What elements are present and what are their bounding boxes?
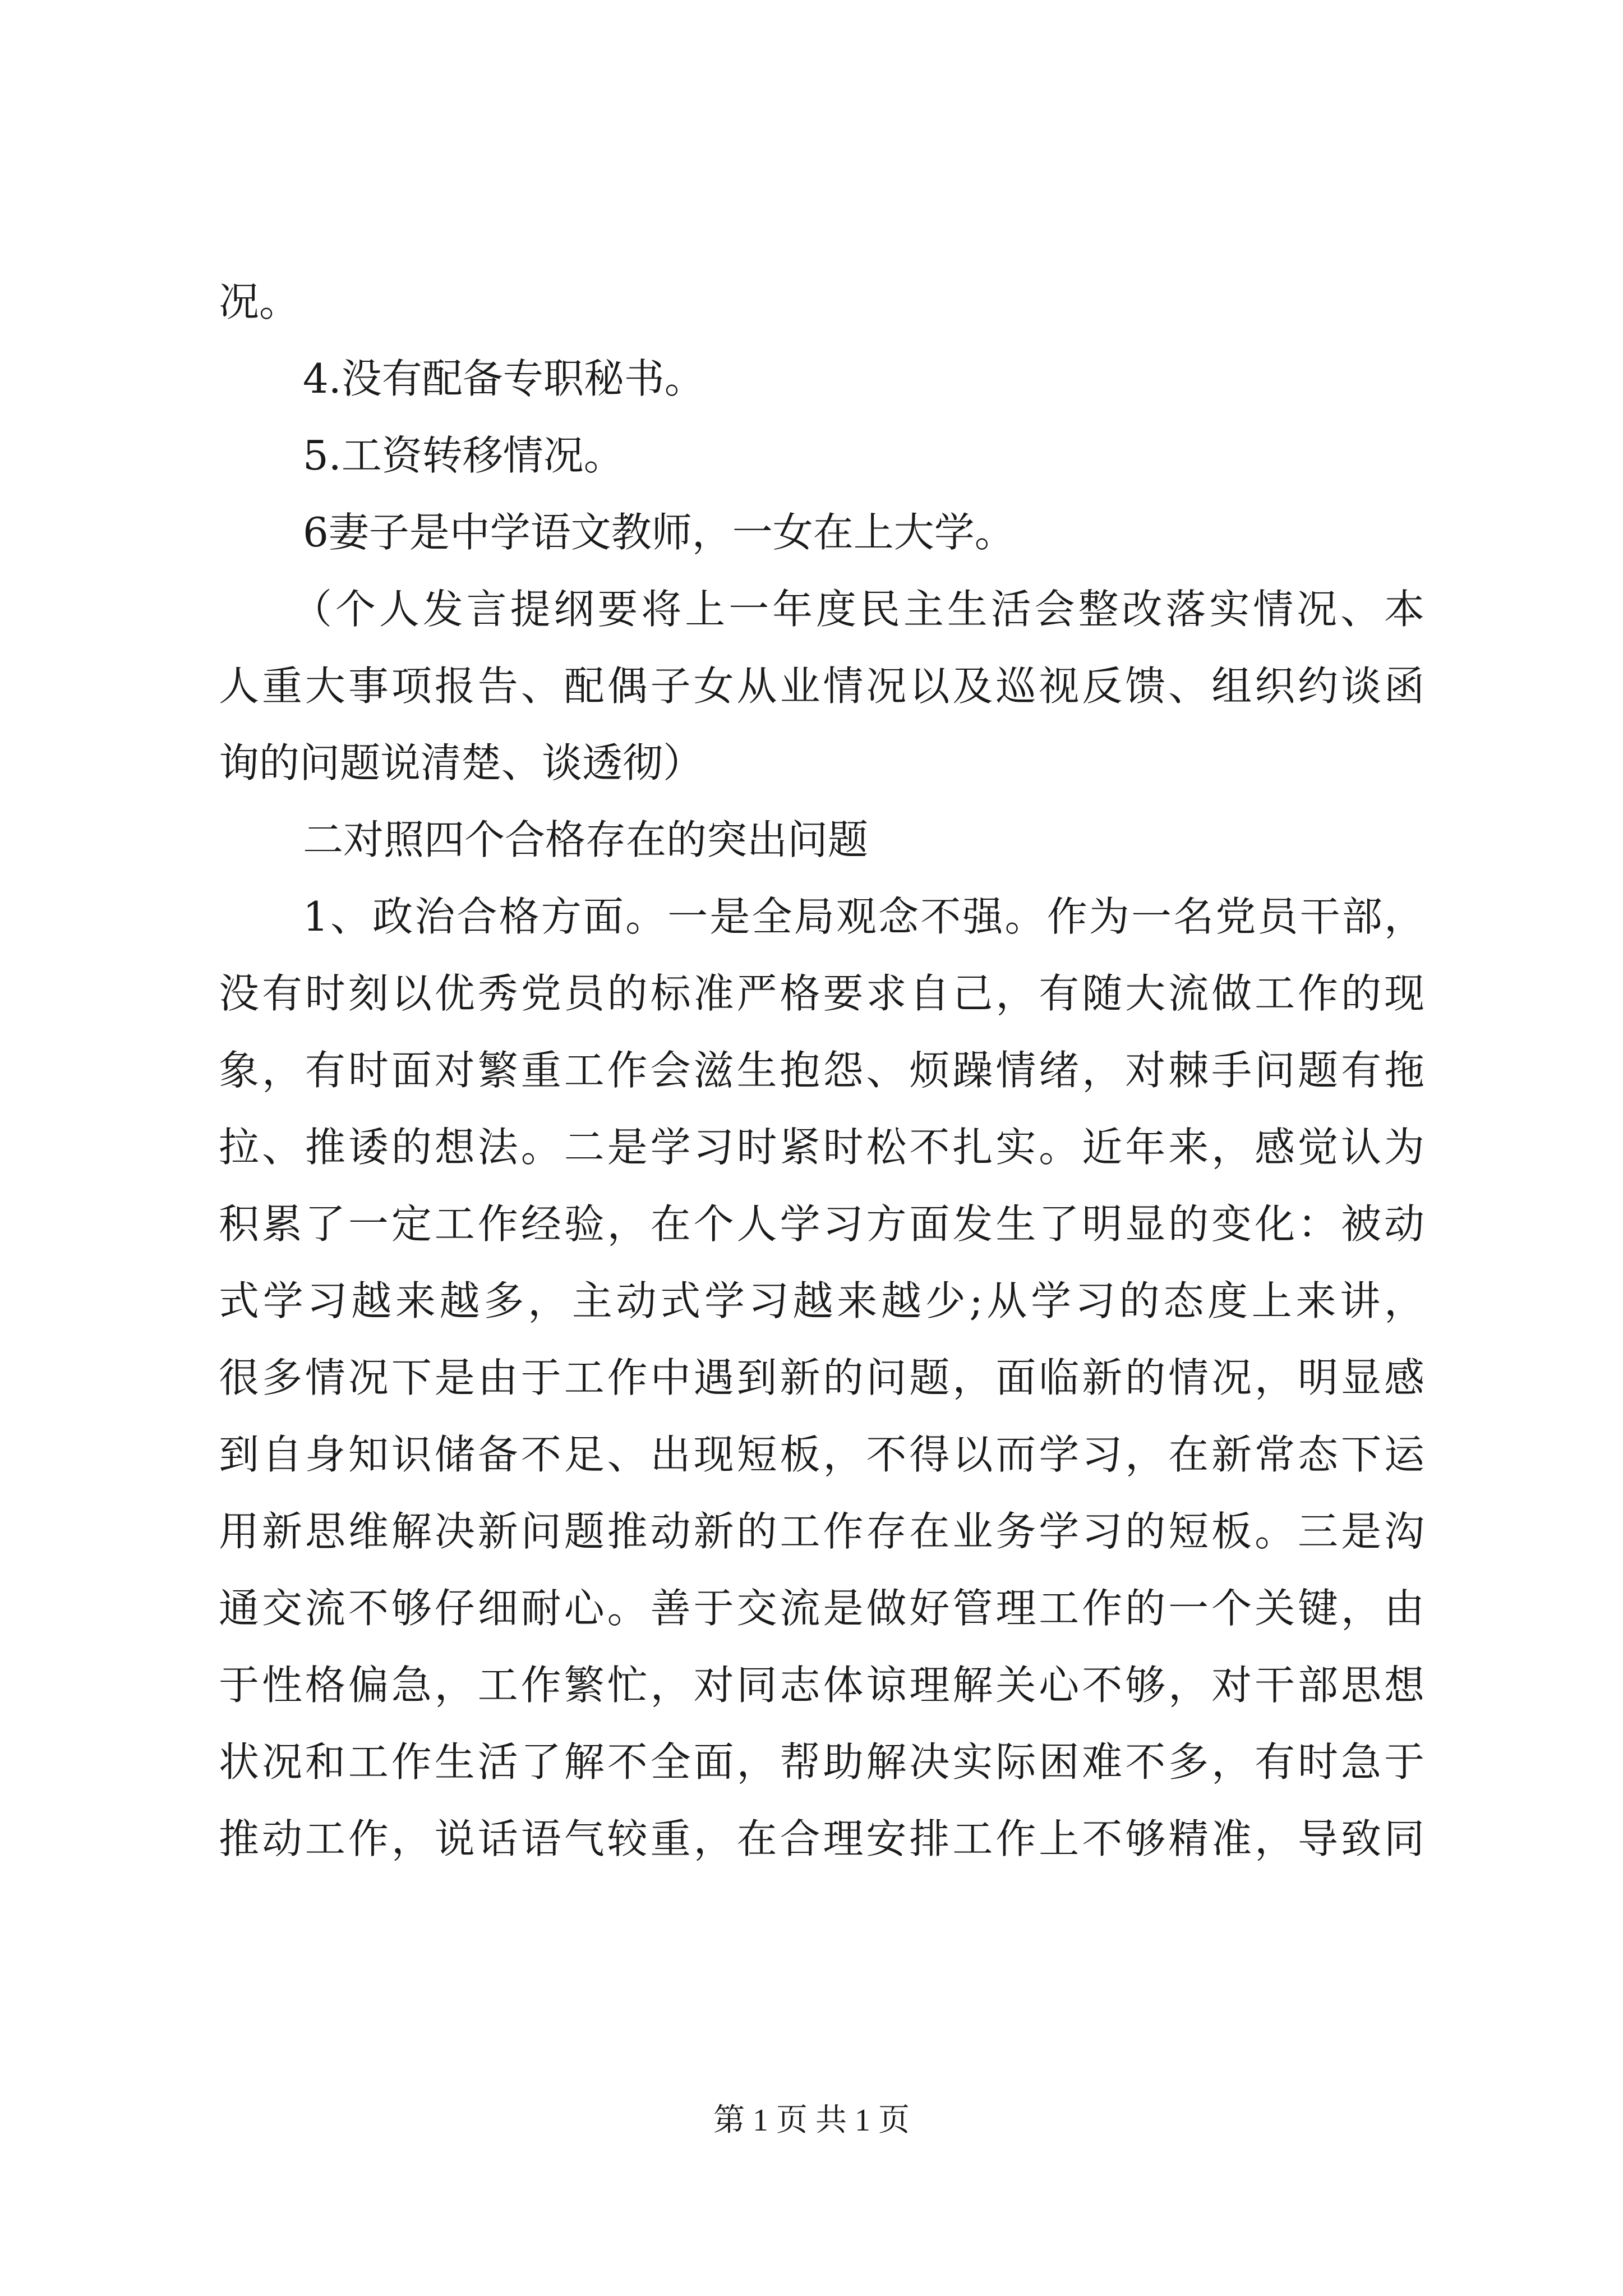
text-line: 1、政治合格方面。一是全局观念不强。作为一名党员干部， [303,893,1424,940]
text-line: 到自身知识储备不足、出现短板，不得以而学习，在新常态下运 [219,1431,1424,1478]
page-number-label: 第 1 页 共 1 页 [713,2103,910,2138]
text-line: 拉、推诿的想法。二是学习时紧时松不扎实。近年来，感觉认为 [219,1124,1424,1171]
text-line: 人重大事项报告、配偶子女从业情况以及巡视反馈、组织约谈函 [219,662,1424,710]
text-line: 于性格偏急，工作繁忙，对同志体谅理解关心不够，对干部思想 [219,1662,1424,1709]
text-line: 况。 [219,278,300,325]
text-line: 没有时刻以优秀党员的标准严格要求自己，有随大流做工作的现 [219,970,1424,1017]
text-line: 很多情况下是由于工作中遇到新的问题，面临新的情况，明显感 [219,1354,1424,1401]
text-line: （个人发言提纲要将上一年度民主生活会整改落实情况、本 [292,586,1424,633]
text-line: 通交流不够仔细耐心。善于交流是做好管理工作的一个关键，由 [219,1585,1424,1632]
text-line: 6妻子是中学语文教师，一女在上大学。 [303,509,1015,556]
section-heading: 二对照四个合格存在的突出问题 [303,816,869,863]
text-line: 象，有时面对繁重工作会滋生抱怨、烦躁情绪，对棘手问题有拖 [219,1047,1424,1094]
text-line: 积累了一定工作经验，在个人学习方面发生了明显的变化：被动 [219,1200,1424,1248]
text-line: 推动工作，说话语气较重，在合理安排工作上不够精准，导致同 [219,1815,1424,1862]
text-line: 式学习越来越多，主动式学习越来越少;从学习的态度上来讲， [219,1277,1424,1324]
text-line: 询的问题说清楚、谈透彻） [219,739,704,786]
document-body [219,264,1424,1878]
text-line: 状况和工作生活了解不全面，帮助解决实际困难不多，有时急于 [219,1738,1424,1786]
page-footer [0,2101,1623,2140]
text-line: 4.没有配备专职秘书。 [303,355,705,402]
text-line: 5.工资转移情况。 [303,432,624,479]
text-line: 用新思维解决新问题推动新的工作存在业务学习的短板。三是沟 [219,1508,1424,1555]
